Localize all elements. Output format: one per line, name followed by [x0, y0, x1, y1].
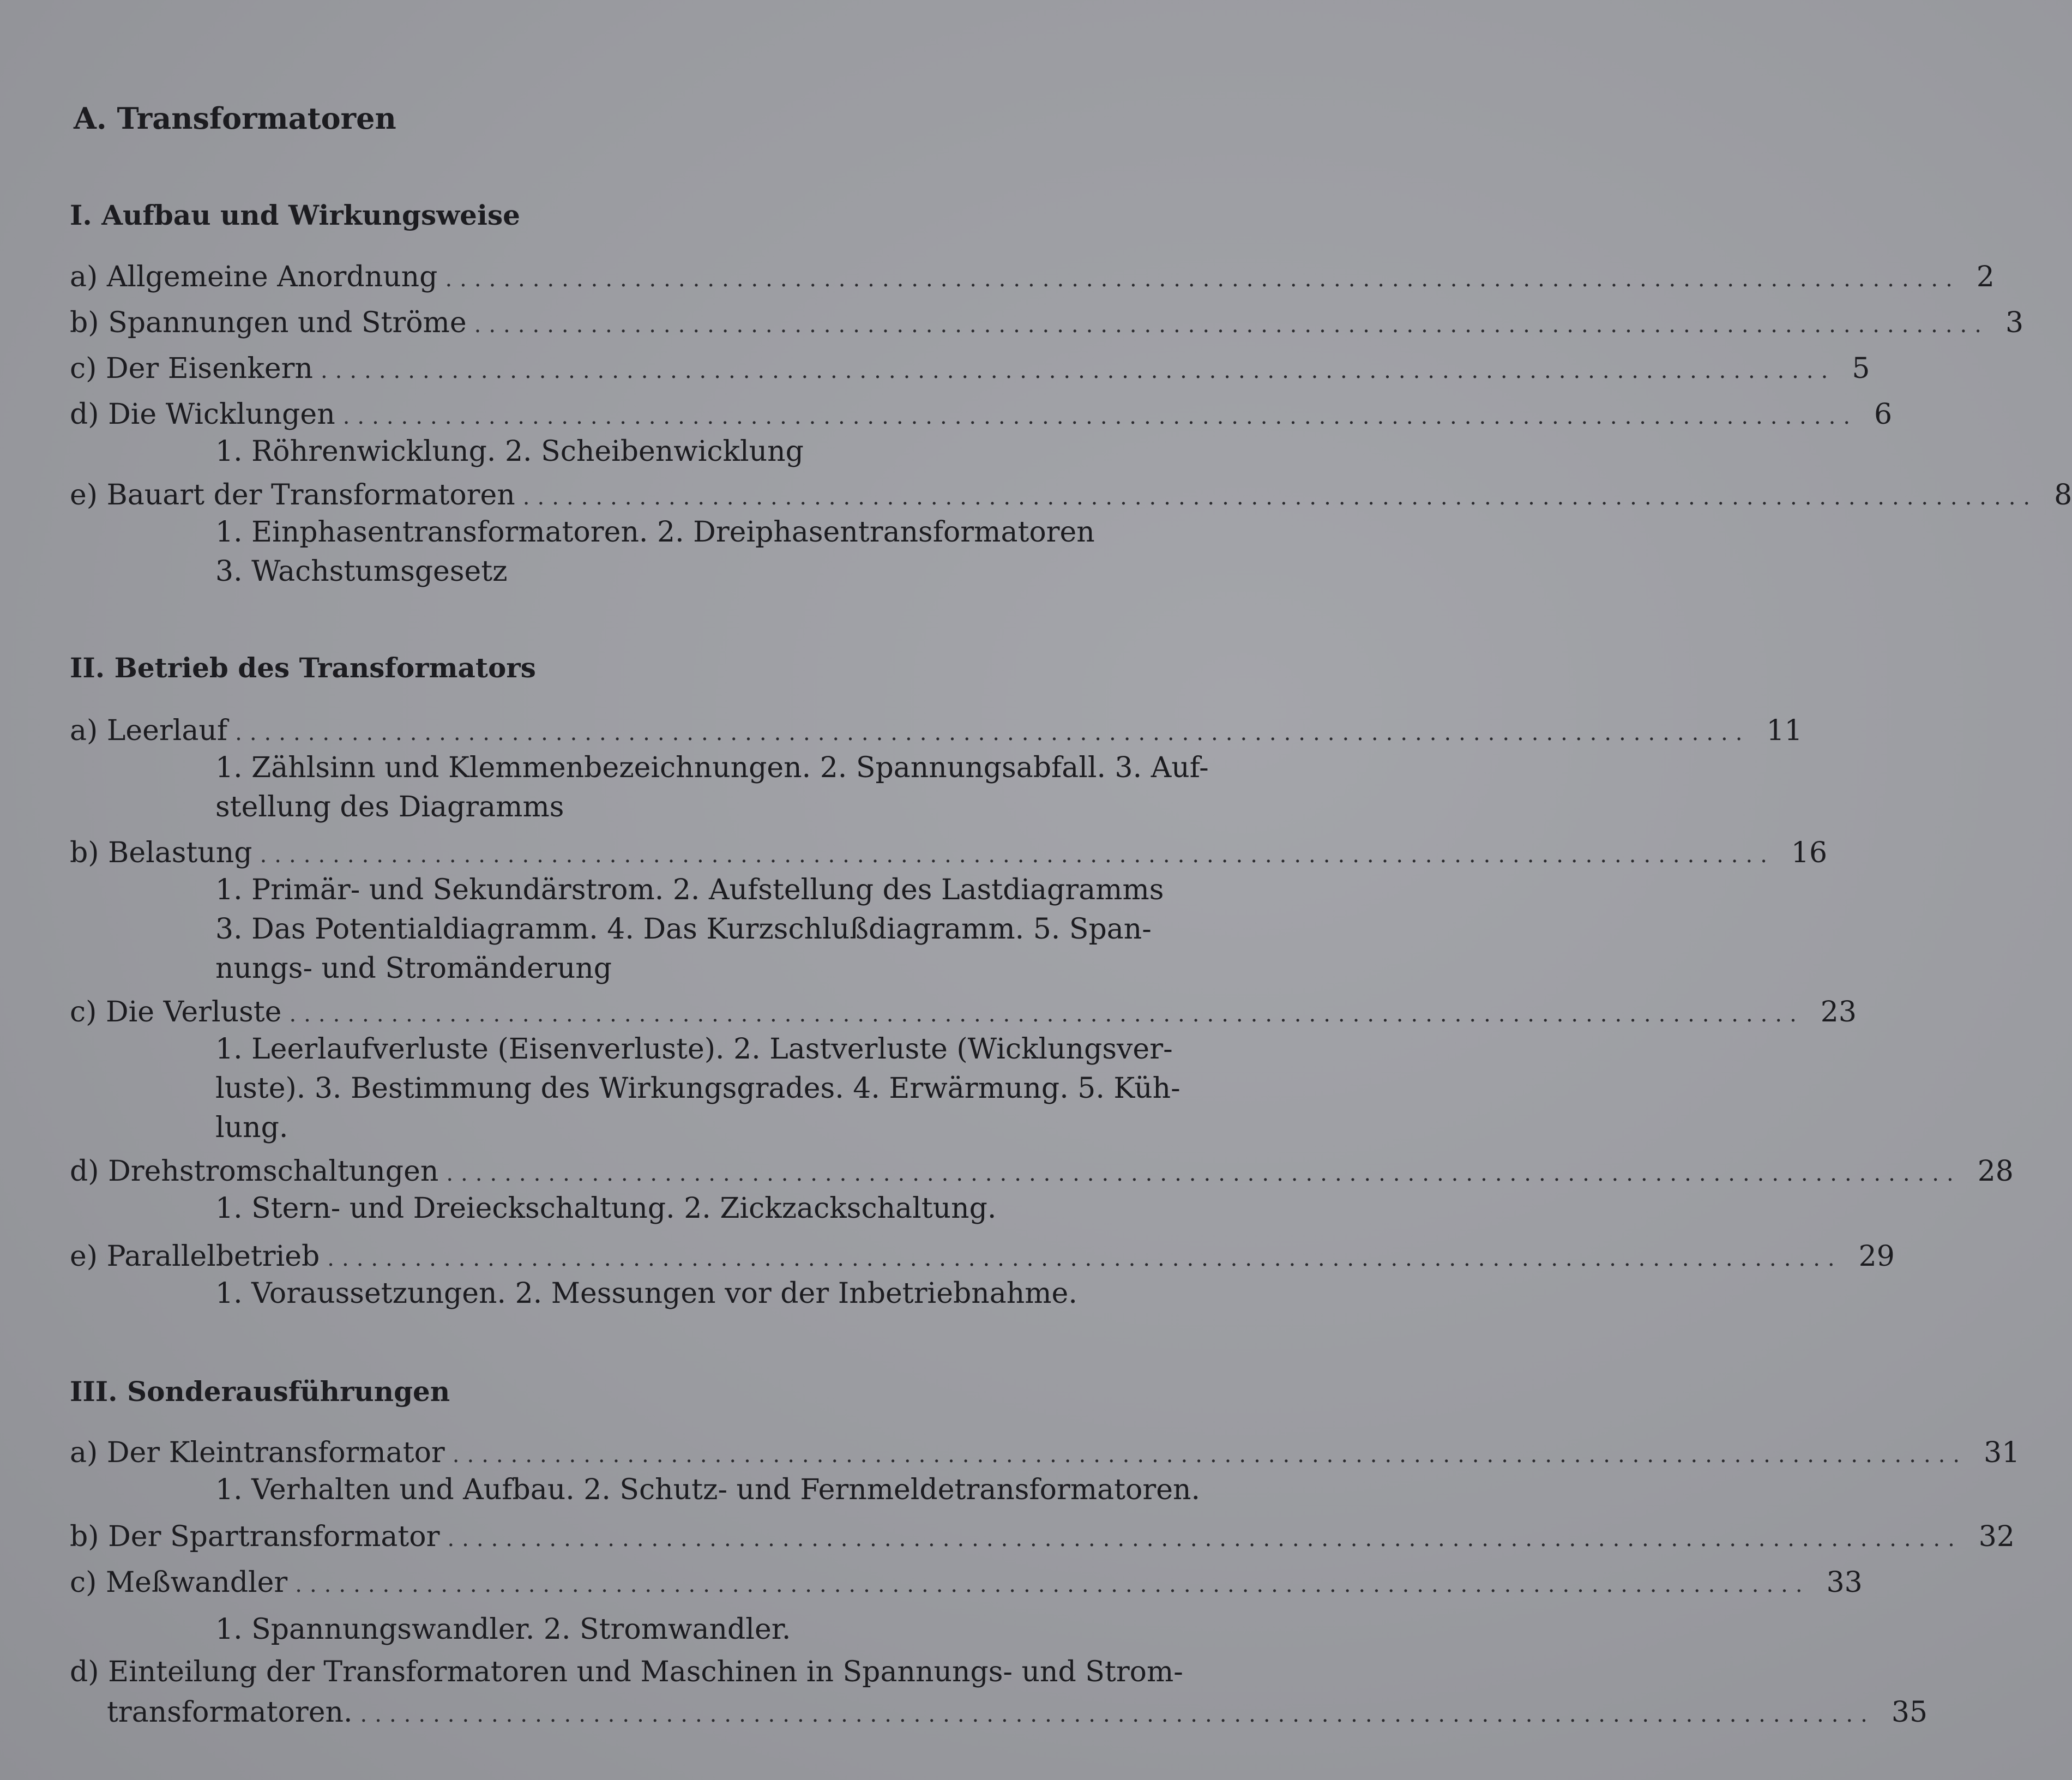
toc-entry-1b[interactable]: [70, 306, 2024, 345]
toc-entry-label: a) Der Kleintransformator: [70, 1436, 445, 1469]
toc-subentry: 1. Einphasentransformatoren. 2. Dreiphasentransformatoren: [215, 516, 1095, 549]
leader-dots: ........................................................................................................: [320, 358, 1836, 383]
leader-dots: ........................................................................................................: [522, 485, 2038, 510]
toc-entry-1d[interactable]: [70, 398, 1893, 436]
toc-subentry: 3. Wachstumsgesetz: [215, 555, 508, 588]
leader-dots: ........................................................................................................: [289, 1002, 1804, 1027]
leader-dots: ........................................................................................................: [452, 1442, 1968, 1468]
section-heading-3: III. Sonderausführungen: [70, 1375, 450, 1408]
leader-dots: ........................................................................................................: [235, 720, 1750, 745]
page-number: 6: [1874, 398, 1893, 431]
toc-subentry: 1. Zählsinn und Klemmenbezeichnungen. 2. Spannungsabfall. 3. Auf-: [215, 751, 1209, 784]
toc-entry-label: d) Drehstromschaltungen: [70, 1155, 439, 1188]
toc-entry-label: c) Die Verluste: [70, 996, 282, 1029]
part-heading: A. Transformatoren: [74, 101, 396, 136]
page-number: 5: [1852, 352, 1870, 385]
leader-dots: ........................................................................................................: [260, 843, 1775, 868]
toc-entry-3a[interactable]: [70, 1436, 2020, 1475]
page-number: 23: [1820, 996, 1857, 1029]
toc-subentry: 1. Voraussetzungen. 2. Messungen vor der Inbetriebnahme.: [215, 1277, 1077, 1310]
toc-subentry: 1. Röhrenwicklung. 2. Scheibenwicklung: [215, 435, 804, 468]
leader-dots: ........................................................................................................: [360, 1702, 1875, 1727]
leader-dots: ........................................................................................................: [327, 1246, 1842, 1271]
toc-subentry: 1. Leerlaufverluste (Eisenverluste). 2. Lastverluste (Wicklungsver-: [215, 1033, 1173, 1066]
leader-dots: ........................................................................................................: [342, 404, 1858, 429]
page-number: 29: [1858, 1240, 1895, 1273]
toc-entry-2a[interactable]: [70, 714, 1803, 753]
toc-entry-2b[interactable]: [70, 837, 1828, 875]
page-number: 2: [1976, 261, 1995, 293]
toc-entry-1e[interactable]: [70, 479, 2072, 517]
toc-subentry: lung.: [215, 1111, 288, 1144]
toc-entry-3d-continuation[interactable]: [107, 1696, 1928, 1734]
toc-entry-label: c) Der Eisenkern: [70, 352, 313, 385]
toc-entry-label: b) Der Spartransformator: [70, 1520, 440, 1553]
toc-entry-label: a) Leerlauf: [70, 714, 228, 747]
toc-entry-label: d) Die Wicklungen: [70, 398, 335, 431]
leader-dots: ........................................................................................................: [295, 1572, 1810, 1597]
toc-entry-3c[interactable]: [70, 1566, 1863, 1604]
toc-entry-1c[interactable]: [70, 352, 1870, 390]
toc-entry-3b[interactable]: [70, 1520, 2015, 1559]
toc-entry-label: b) Belastung: [70, 837, 252, 869]
toc-entry-1a[interactable]: [70, 261, 1995, 299]
section-heading-1: I. Aufbau und Wirkungsweise: [70, 199, 520, 231]
toc-entry-label: d) Einteilung der Transformatoren und Maschinen in Spannungs- und Strom-: [70, 1656, 1183, 1688]
section-heading-2: II. Betrieb des Transformators: [70, 652, 536, 684]
leader-dots: ........................................................................................................: [447, 1526, 1962, 1552]
toc-entry-label: transformatoren.: [107, 1696, 353, 1729]
toc-entry-2e[interactable]: [70, 1240, 1895, 1278]
toc-entry-label: b) Spannungen und Ströme: [70, 306, 467, 339]
page-number: 28: [1977, 1155, 2014, 1188]
leader-dots: ........................................................................................................: [446, 1161, 1961, 1186]
page-number: 35: [1891, 1696, 1928, 1729]
leader-dots: ........................................................................................................: [474, 312, 1989, 338]
toc-subentry: stellung des Diagramms: [215, 791, 564, 823]
toc-entry-label: e) Bauart der Transformatoren: [70, 479, 515, 512]
toc-subentry: 1. Verhalten und Aufbau. 2. Schutz- und Fernmeldetransformatoren.: [215, 1474, 1200, 1506]
toc-subentry: 1. Stern- und Dreieckschaltung. 2. Zickzackschaltung.: [215, 1192, 997, 1225]
page-number: 31: [1984, 1436, 2020, 1469]
page-number: 33: [1826, 1566, 1863, 1599]
toc-subentry: luste). 3. Bestimmung des Wirkungsgrades. 4. Erwärmung. 5. Küh-: [215, 1072, 1180, 1105]
toc-entry-label: c) Meßwandler: [70, 1566, 288, 1599]
toc-subentry: 1. Primär- und Sekundärstrom. 2. Aufstellung des Lastdiagramms: [215, 874, 1164, 906]
toc-entry-2d[interactable]: [70, 1155, 2014, 1193]
toc-entry-label: e) Parallelbetrieb: [70, 1240, 320, 1273]
toc-subentry: 3. Das Potentialdiagramm. 4. Das Kurzschlußdiagramm. 5. Span-: [215, 913, 1152, 946]
toc-subentry: 1. Spannungswandler. 2. Stromwandler.: [215, 1613, 791, 1646]
leader-dots: ........................................................................................................: [445, 267, 1960, 292]
page-number: 11: [1766, 714, 1803, 747]
toc-entry-3d[interactable]: [70, 1656, 1280, 1694]
page-number: 32: [1978, 1520, 2015, 1553]
page-number: 16: [1791, 837, 1828, 869]
page-number: 8: [2054, 479, 2072, 512]
toc-entry-2c[interactable]: [70, 996, 1857, 1034]
toc-subentry: nungs- und Stromänderung: [215, 952, 612, 985]
page-number: 3: [2005, 306, 2024, 339]
toc-entry-label: a) Allgemeine Anordnung: [70, 261, 438, 293]
